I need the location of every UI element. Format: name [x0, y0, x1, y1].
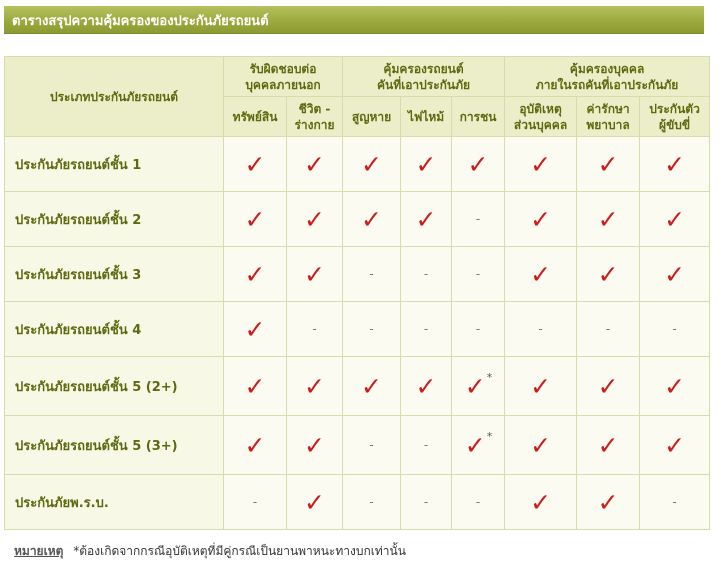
check-icon: ✓: [467, 149, 489, 179]
check-icon: ✓: [664, 371, 686, 401]
coverage-cell: [640, 247, 710, 302]
dash-mark: -: [475, 267, 481, 281]
check-icon: ✓: [304, 149, 325, 179]
check-icon: ✓: [530, 259, 552, 289]
table-row: [5, 192, 710, 247]
dash-mark: -: [475, 322, 481, 336]
coverage-cell: [505, 247, 577, 302]
coverage-cell: [224, 137, 287, 192]
footnote-label: หมายเหตุ: [14, 544, 64, 558]
check-icon: ✓: [530, 487, 552, 517]
dash-mark: -: [369, 495, 374, 509]
row-label: ประกันภัยพ.ร.บ.: [5, 475, 224, 530]
header-group-3: คุ้มครองบุคคล ภายในรถคันที่เอาประกันภัย: [505, 57, 710, 97]
check-icon: ✓: [361, 371, 382, 401]
coverage-cell: [452, 475, 505, 530]
page-title: ตารางสรุปความคุ้มครองของประกันภัยรถยนต์: [12, 14, 269, 29]
dash-mark: -: [423, 495, 429, 509]
check-icon: ✓: [464, 371, 486, 401]
header-column-1: ทรัพย์สิน: [224, 97, 287, 137]
check-icon: ✓: [304, 371, 325, 401]
check-icon: ✓: [597, 149, 619, 179]
check-icon: ✓: [304, 430, 325, 460]
check-icon: ✓: [664, 430, 686, 460]
coverage-cell: [224, 475, 287, 530]
coverage-cell: [505, 302, 577, 357]
dash-mark: -: [423, 267, 429, 281]
dash-mark: -: [423, 322, 429, 336]
table-row: [5, 416, 710, 475]
dash-mark: -: [369, 438, 374, 452]
check-icon: ✓: [244, 430, 266, 460]
check-icon: ✓: [304, 204, 325, 234]
header-column-7: ค่ารักษา พยาบาล: [577, 97, 640, 137]
check-icon: ✓: [304, 259, 325, 289]
table-row: [5, 302, 710, 357]
check-icon: ✓: [597, 259, 619, 289]
header-column-5: การชน: [452, 97, 505, 137]
row-label: ประกันภัยรถยนต์ชั้น 4: [5, 302, 224, 357]
check-icon: ✓: [597, 371, 619, 401]
coverage-cell: [577, 416, 640, 475]
header-row-groups: [5, 57, 710, 97]
dash-mark: -: [475, 495, 481, 509]
check-icon: ✓: [244, 149, 266, 179]
coverage-cell: [343, 247, 401, 302]
dash-mark: -: [538, 322, 543, 336]
row-label: ประกันภัยรถยนต์ชั้น 5 (2+): [5, 357, 224, 416]
table-row: [5, 137, 710, 192]
table-row: [5, 475, 710, 530]
coverage-cell: [343, 357, 401, 416]
coverage-cell: [640, 192, 710, 247]
check-icon: ✓: [597, 204, 619, 234]
coverage-cell: [505, 475, 577, 530]
check-icon: ✓: [244, 371, 266, 401]
check-icon: ✓: [244, 259, 266, 289]
header-column-4: ไฟไหม้: [401, 97, 452, 137]
coverage-cell: [401, 302, 452, 357]
dash-mark: -: [672, 495, 677, 509]
header-group-2: คุ้มครองรถยนต์ คันที่เอาประกันภัย: [343, 57, 505, 97]
header-column-8: ประกันตัว ผู้ขับขี่: [640, 97, 710, 137]
dash-mark: -: [605, 322, 611, 336]
coverage-cell: [640, 137, 710, 192]
coverage-cell: [401, 247, 452, 302]
coverage-cell: [287, 247, 343, 302]
dash-mark: -: [475, 212, 481, 226]
coverage-cell: [505, 192, 577, 247]
header-column-6: อุบัติเหตุ ส่วนบุคคล: [505, 97, 577, 137]
coverage-cell: [452, 137, 505, 192]
check-icon: ✓: [597, 487, 619, 517]
check-icon: ✓: [664, 204, 686, 234]
title-bar: [4, 6, 704, 34]
coverage-cell: [505, 416, 577, 475]
coverage-cell: [640, 302, 710, 357]
coverage-cell: [224, 192, 287, 247]
header-column-2: ชีวิต - ร่างกาย: [287, 97, 343, 137]
check-icon: ✓: [244, 204, 266, 234]
coverage-cell: [343, 475, 401, 530]
dash-mark: -: [423, 438, 429, 452]
coverage-cell: [224, 357, 287, 416]
check-icon: ✓: [361, 149, 382, 179]
coverage-cell: [287, 357, 343, 416]
row-label: ประกันภัยรถยนต์ชั้น 1: [5, 137, 224, 192]
check-icon: ✓: [415, 371, 437, 401]
asterisk-mark: *: [486, 429, 493, 443]
check-icon: ✓: [530, 149, 552, 179]
coverage-cell: [577, 247, 640, 302]
dash-mark: -: [369, 322, 374, 336]
check-icon: ✓: [415, 204, 437, 234]
coverage-cell: [224, 416, 287, 475]
dash-mark: -: [672, 322, 677, 336]
check-icon: ✓: [415, 149, 437, 179]
row-label: ประกันภัยรถยนต์ชั้น 2: [5, 192, 224, 247]
table-body: [5, 137, 710, 530]
coverage-cell: [505, 137, 577, 192]
coverage-cell: [401, 357, 452, 416]
coverage-cell: [287, 192, 343, 247]
coverage-cell: [287, 137, 343, 192]
row-label: ประกันภัยรถยนต์ชั้น 5 (3+): [5, 416, 224, 475]
check-icon: ✓: [530, 430, 552, 460]
coverage-cell: [640, 475, 710, 530]
check-icon: ✓: [530, 371, 552, 401]
coverage-cell: [287, 302, 343, 357]
dash-mark: -: [252, 495, 258, 509]
check-icon: ✓: [244, 314, 266, 344]
coverage-cell: [577, 302, 640, 357]
dash-mark: -: [369, 267, 374, 281]
coverage-cell: [287, 475, 343, 530]
coverage-cell: [505, 357, 577, 416]
coverage-cell: [343, 192, 401, 247]
asterisk-mark: *: [486, 370, 493, 384]
check-icon: ✓: [361, 204, 382, 234]
header-type: ประเภทประกันภัยรถยนต์: [5, 57, 224, 137]
check-icon: ✓: [664, 259, 686, 289]
header-column-3: สูญหาย: [343, 97, 401, 137]
coverage-cell: [640, 357, 710, 416]
coverage-cell: [452, 302, 505, 357]
coverage-cell: [452, 192, 505, 247]
footnote-text: *ต้องเกิดจากกรณีอุบัติเหตุที่มีคู่กรณีเป็นยานพาหนะทางบกเท่านั้น: [73, 544, 406, 558]
check-icon: ✓: [597, 430, 619, 460]
table-row: [5, 247, 710, 302]
coverage-cell: [401, 416, 452, 475]
coverage-cell: [452, 357, 505, 416]
coverage-cell: [401, 475, 452, 530]
coverage-table: [4, 56, 710, 530]
coverage-cell: [577, 137, 640, 192]
row-label: ประกันภัยรถยนต์ชั้น 3: [5, 247, 224, 302]
coverage-cell: [577, 192, 640, 247]
coverage-cell: [343, 302, 401, 357]
coverage-cell: [224, 302, 287, 357]
coverage-cell: [577, 475, 640, 530]
check-icon: ✓: [304, 487, 325, 517]
coverage-cell: [401, 137, 452, 192]
coverage-cell: [224, 247, 287, 302]
check-icon: ✓: [530, 204, 552, 234]
coverage-cell: [452, 416, 505, 475]
coverage-cell: [287, 416, 343, 475]
coverage-cell: [640, 416, 710, 475]
dash-mark: -: [312, 322, 317, 336]
coverage-cell: [452, 247, 505, 302]
check-icon: ✓: [464, 430, 486, 460]
coverage-cell: [401, 192, 452, 247]
coverage-cell: [577, 357, 640, 416]
footnote: [14, 542, 406, 561]
check-icon: ✓: [664, 149, 686, 179]
coverage-cell: [343, 137, 401, 192]
header-group-1: รับผิดชอบต่อ บุคคลภายนอก: [224, 57, 343, 97]
coverage-cell: [343, 416, 401, 475]
table-row: [5, 357, 710, 416]
